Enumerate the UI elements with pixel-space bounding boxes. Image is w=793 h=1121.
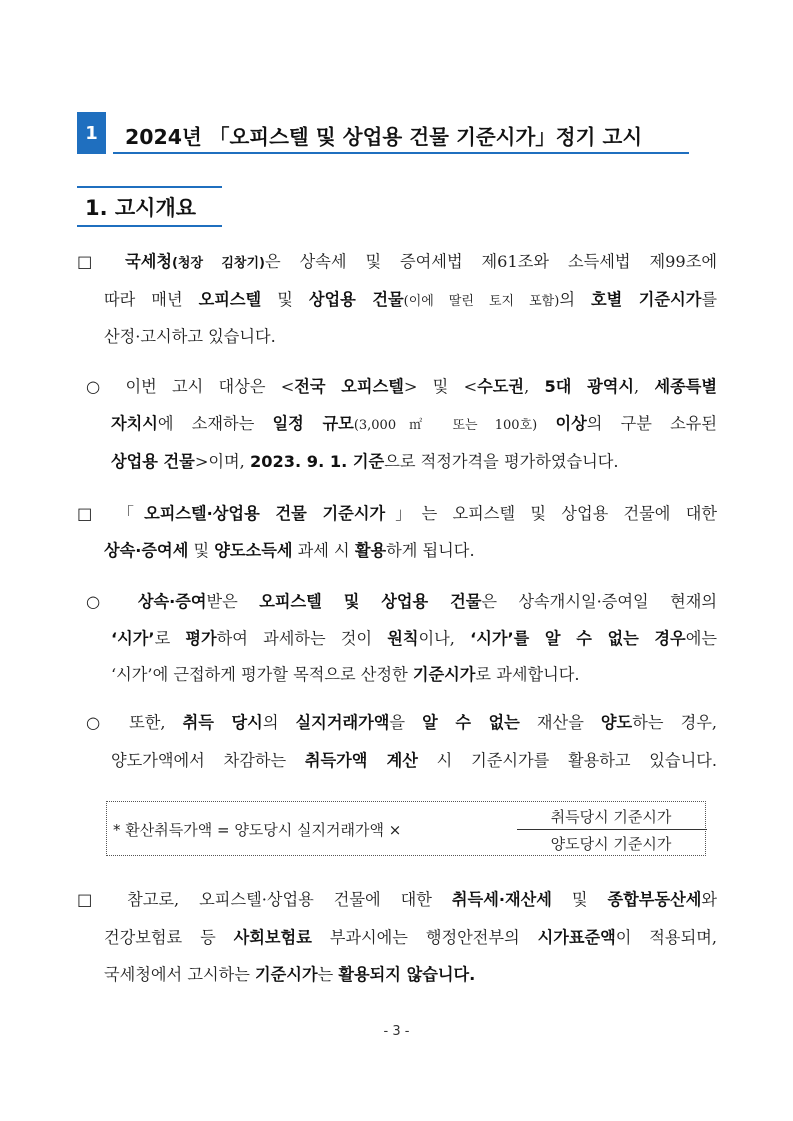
emphasis: 기준시가 — [255, 965, 318, 984]
para5-line2 — [111, 751, 717, 770]
text: 및 — [551, 890, 608, 909]
para6-line3 — [104, 965, 475, 984]
para1-line2 — [104, 290, 717, 310]
checkbox-bullet: □ — [77, 252, 126, 271]
emphasis: 수도권 — [477, 377, 525, 396]
section-title: 2024년 「오피스텔 및 상업용 건물 기준시가」정기 고시 — [125, 125, 643, 149]
emphasis: 평가 — [185, 629, 217, 648]
text: 따라 매년 — [104, 290, 199, 309]
fraction-bar — [517, 829, 707, 830]
subsection-header — [77, 186, 222, 227]
text: 로 — [154, 629, 186, 648]
para2-line1 — [86, 377, 717, 396]
para3-line2 — [104, 541, 475, 560]
emphasis: 실지거래가액 — [295, 713, 390, 732]
section-header — [77, 112, 689, 154]
text: 으로 적정가격을 평가하였습니다. — [384, 452, 619, 471]
text: 에는 — [685, 629, 717, 648]
subsection-title: 1. 고시개요 — [85, 196, 197, 220]
text: 는 — [317, 965, 339, 984]
emphasis: 전국 오피스텔 — [294, 377, 404, 396]
emphasis: 이상 — [555, 414, 587, 433]
emphasis: 오피스텔 — [198, 290, 262, 309]
emphasis: 사회보험료 — [233, 928, 312, 947]
emphasis: 자치시 — [111, 414, 158, 433]
para2-line3 — [111, 452, 619, 471]
text: ○ 이번 고시 대상은 < — [86, 377, 295, 396]
formula-numerator: 취득당시 기준시가 — [550, 808, 672, 826]
text: 양도가액에서 차감하는 — [111, 751, 305, 770]
subsection-top-rule — [77, 186, 222, 188]
emphasis: 5대 광역시 — [544, 377, 635, 396]
text: ‘시가’에 근접하게 평가할 목적으로 산정한 — [111, 665, 413, 684]
text: 의 구분 소유된 — [586, 414, 717, 433]
text: 산정·고시하고 있습니다. — [104, 327, 276, 346]
para1-line3 — [104, 327, 276, 346]
emphasis: 오피스텔·상업용 건물 기준시가 — [144, 504, 386, 523]
emphasis: 상업용 건물 — [111, 452, 195, 471]
text: 하게 됩니다. — [386, 541, 475, 560]
text: 건강보험료 등 — [104, 928, 234, 947]
text: 부과시에는 행정안전부의 — [311, 928, 538, 947]
text: □ 참고로, 오피스텔·상업용 건물에 대한 — [77, 890, 452, 909]
text: 의 — [559, 290, 591, 309]
text: 을 — [389, 713, 423, 732]
para1-line1 — [77, 252, 717, 272]
text: 이나, — [418, 629, 471, 648]
emphasis: 세종특별 — [654, 377, 717, 396]
text: 재산을 — [519, 713, 601, 732]
emphasis: 상속·증여 — [137, 592, 207, 611]
emphasis: 상속·증여세 — [104, 541, 189, 560]
formula-box — [106, 801, 706, 856]
text: 로 과세합니다. — [475, 665, 580, 684]
para4-line2 — [111, 629, 717, 648]
text: 및 — [261, 290, 309, 309]
text: 시 기준시가를 활용하고 있습니다. — [417, 751, 717, 770]
para2-line2 — [111, 414, 717, 434]
section-underline — [113, 152, 689, 154]
emphasis: 일정 규모 — [272, 414, 354, 433]
para4-line3 — [111, 665, 580, 684]
text: 를 — [701, 290, 717, 309]
emphasis: 활용되지 않습니다. — [338, 965, 476, 984]
text: 과세 시 — [292, 541, 355, 560]
text: 은 상속세 및 증여세법 제61조와 소득세법 제99조에 — [265, 252, 717, 271]
text: 은 상속개시일·증여일 현재의 — [481, 592, 717, 611]
text: 이 적용되며, — [615, 928, 717, 947]
emphasis: ‘시가’를 알 수 없는 경우 — [470, 629, 686, 648]
text: 및 — [188, 541, 215, 560]
note: (이에 딸린 토지 포함) — [403, 294, 560, 309]
agency-head: (청장 김창기) — [171, 256, 265, 271]
emphasis: 오피스텔 및 상업용 건물 — [259, 592, 482, 611]
emphasis: 취득가액 계산 — [304, 751, 418, 770]
formula-denominator: 양도당시 기준시가 — [550, 835, 672, 853]
text — [537, 414, 555, 433]
para4-line1 — [86, 592, 717, 611]
emphasis: 시가표준액 — [537, 928, 616, 947]
emphasis: 상업용 건물 — [308, 290, 404, 309]
text: 국세청에서 고시하는 — [104, 965, 256, 984]
text: 받은 — [206, 592, 260, 611]
agency-name: 국세청 — [125, 252, 172, 271]
emphasis: 취득세·재산세 — [451, 890, 552, 909]
emphasis: 종합부동산세 — [607, 890, 702, 909]
emphasis: ‘시가’ — [111, 629, 155, 648]
emphasis: 양도소득세 — [214, 541, 293, 560]
text: 에 소재하는 — [157, 414, 273, 433]
emphasis: 활용 — [354, 541, 387, 560]
text: 의 — [262, 713, 296, 732]
emphasis: 취득 당시 — [182, 713, 263, 732]
para3-line1 — [77, 504, 717, 523]
formula-expression: * 환산취득가액 = 양도당시 실지거래가액 × — [113, 821, 402, 839]
text: 와 — [701, 890, 717, 909]
subsection-bottom-rule — [77, 225, 222, 227]
text: , — [634, 377, 655, 396]
text: ○ 또한, — [86, 713, 183, 732]
page-number: - 3 - — [383, 1024, 410, 1039]
emphasis: 기준시가 — [412, 665, 476, 684]
para5-line1 — [86, 713, 717, 732]
text: >이며, — [194, 452, 250, 471]
text: 하는 경우, — [632, 713, 717, 732]
text: , — [524, 377, 545, 396]
para6-line2 — [104, 928, 717, 947]
text: 하여 과세하는 것이 — [216, 629, 388, 648]
note: (3,000㎡ 또는 100호) — [353, 418, 538, 433]
text: ○ — [86, 592, 138, 611]
emphasis: 호별 기준시가 — [591, 290, 702, 309]
emphasis: 2023. 9. 1. 기준 — [249, 452, 385, 471]
section-number: 1 — [77, 112, 106, 154]
emphasis: 양도 — [600, 713, 633, 732]
text: 」는 오피스텔 및 상업용 건물에 대한 — [385, 504, 718, 523]
emphasis: 원칙 — [387, 629, 419, 648]
para6-line1 — [77, 890, 717, 909]
text: > 및 < — [403, 377, 478, 396]
text: □ 「 — [77, 504, 145, 523]
emphasis: 알 수 없는 — [422, 713, 520, 732]
